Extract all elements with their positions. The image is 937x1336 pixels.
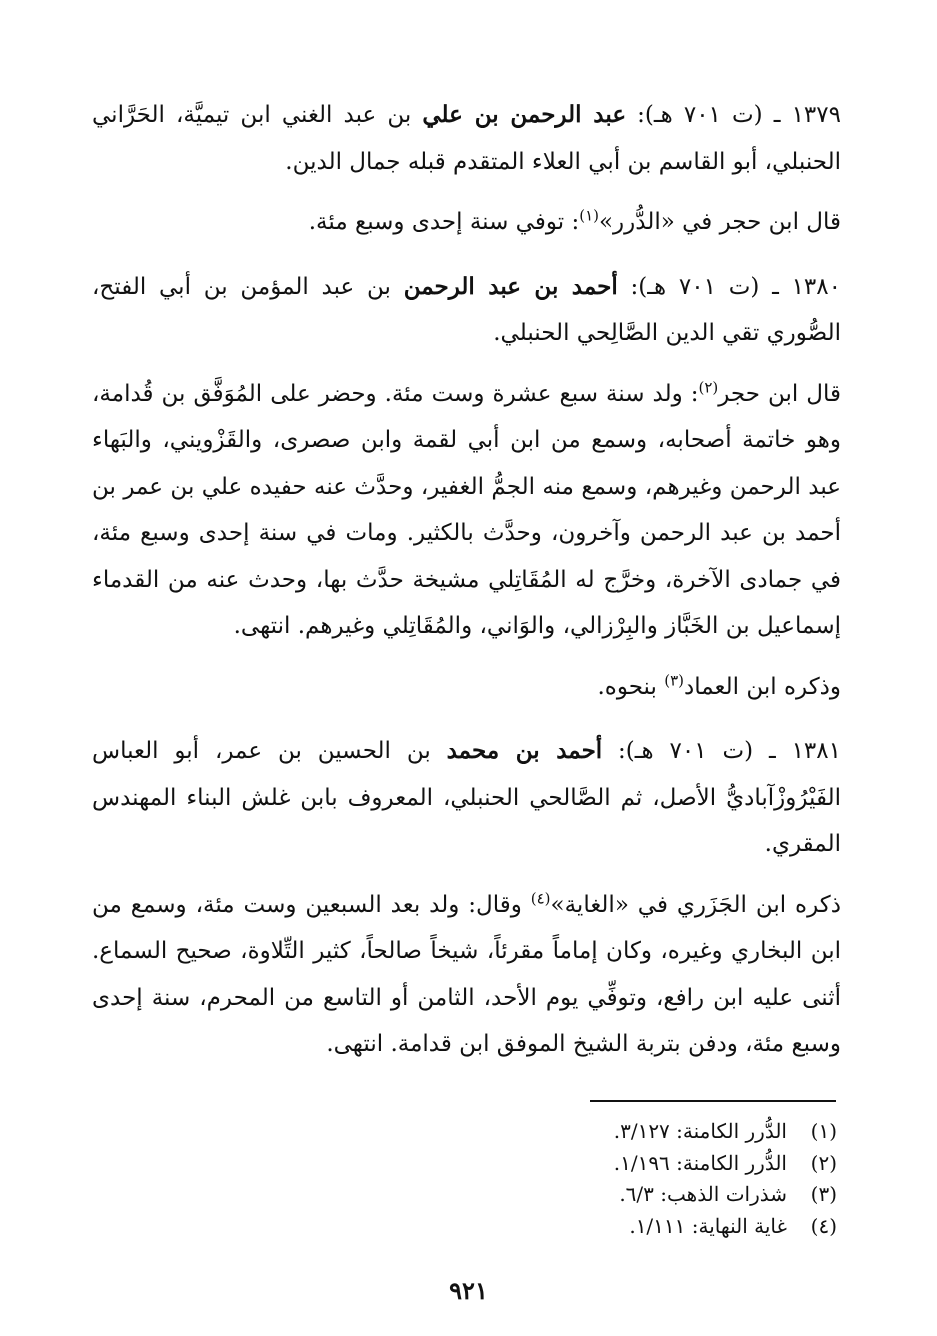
entry-name: أحمد بن عبد الرحمن [403,272,618,300]
footnote [477,1148,837,1180]
paragraph-text: قال ابن حجر [718,380,842,407]
paragraph-text: ذكره ابن الجَزَري في «الغاية» [550,891,841,918]
footnote-number: (٤) [810,1213,837,1238]
footnote-text: غاية النهاية: ١/١١١. [629,1213,787,1238]
footnote-ref[interactable]: (٣) [664,670,684,689]
footnote-text: الدُّرر الكامنة: ٣/١٢٧. [613,1119,787,1143]
footnote-number: (٢) [810,1150,837,1175]
entry-text: بن عبد المؤمن بن أبي الفتح، الصُّوري تقي الدين الصَّالِحي الحنبلي. [92,273,841,346]
main-text [92,92,841,1068]
entry-text: بن عبد الغني ابن تيميَّة، الحَرَّاني الحنبلي، أبو القاسم بن أبي العلاء المتقدم قبله جمال الدين. [92,102,841,175]
paragraph-text: قال ابن حجر في «الدُّرر» [598,209,841,235]
entry-name: عبد الرحمن بن علي [422,101,627,128]
entry-number: ١٣٨١ ـ (ت ٧٠١ هـ): [602,738,841,764]
note-paragraph [92,664,841,711]
entry-text: بن الحسين بن عمر، أبو العباس الفَيْرُوزْآباديُّ الأصل، ثم الصَّالحي الحنبلي، المعروف بابن غلش البناء المهندس المقري. [92,738,841,857]
footnote-ref[interactable]: (١) [579,206,599,225]
paragraph-text: وقال: ولد بعد السبعين وست مئة، وسمع من ابن البخاري وغيره، وكان إماماً مقرئاً، شيخاً صالحاً، كثير التِّلاوة، صحيح السماع. أثنى عليه ابن رافع، وتوفِّي يوم الأحد، الثامن أو التاسع من المحرم، سنة إحدى وسبع مئة، ودفن بتربة الشيخ الموفق ابن قدامة. انتهى. [92,891,841,1057]
footnote-number: (٣) [810,1182,837,1206]
paragraph-text: بنحوه. [597,673,665,700]
footnote-text: الدُّرر الكامنة: ١/١٩٦. [613,1150,787,1175]
footnote-text: شذرات الذهب: ٦/٣. [619,1182,787,1206]
page-number: ٩٢١ [449,1276,488,1305]
footnote-number: (١) [810,1119,837,1143]
quote-paragraph [92,882,841,1068]
footnotes-list [477,1116,837,1242]
entry-number: ١٣٨٠ ـ (ت ٧٠١ هـ): [617,273,841,300]
footnote-ref[interactable]: (٤) [530,888,551,907]
entry-name: أحمد بن محمد [446,737,603,764]
entry-1381 [92,728,841,868]
entry-number: ١٣٧٩ ـ (ت ٧٠١ هـ): [626,102,841,128]
footnote [477,1211,837,1243]
paragraph-text: : توفي سنة إحدى وسبع مئة. [308,209,580,235]
footnote-divider [590,1100,836,1102]
footnote [477,1179,837,1211]
quote-paragraph [92,199,841,246]
entry-1379 [92,92,841,185]
entry-1380 [92,264,841,357]
paragraph-text: وذكره ابن العماد [683,673,841,700]
paragraph-text: : ولد سنة سبع عشرة وست مئة. وحضر على المُوَفَّق بن قُدامة، وهو خاتمة أصحابه، وسمع من ابن أبي لقمة وابن صصرى، والقَزْويني، والبَهاء عبد الرحمن وغيرهم، وسمع منه الجمُّ الغفير، وحدَّث عنه حفيده علي بن عمر بن أحمد بن عبد الرحمن وآخرون، وحدَّث بالكثير. ومات في سنة إحدى وسبع مئة، في جمادى الآخرة، وخرَّج له المُقَاتِلي مشيخة حدَّث بها، وحدث عنه من القدماء إسماعيل بن الخَبَّاز والبِرْزالي، والوَاني، والمُقَاتِلي وغيرهم. انتهى. [92,380,841,639]
footnote [477,1116,837,1148]
quote-paragraph [92,371,841,650]
footnote-ref[interactable]: (٢) [698,377,719,396]
